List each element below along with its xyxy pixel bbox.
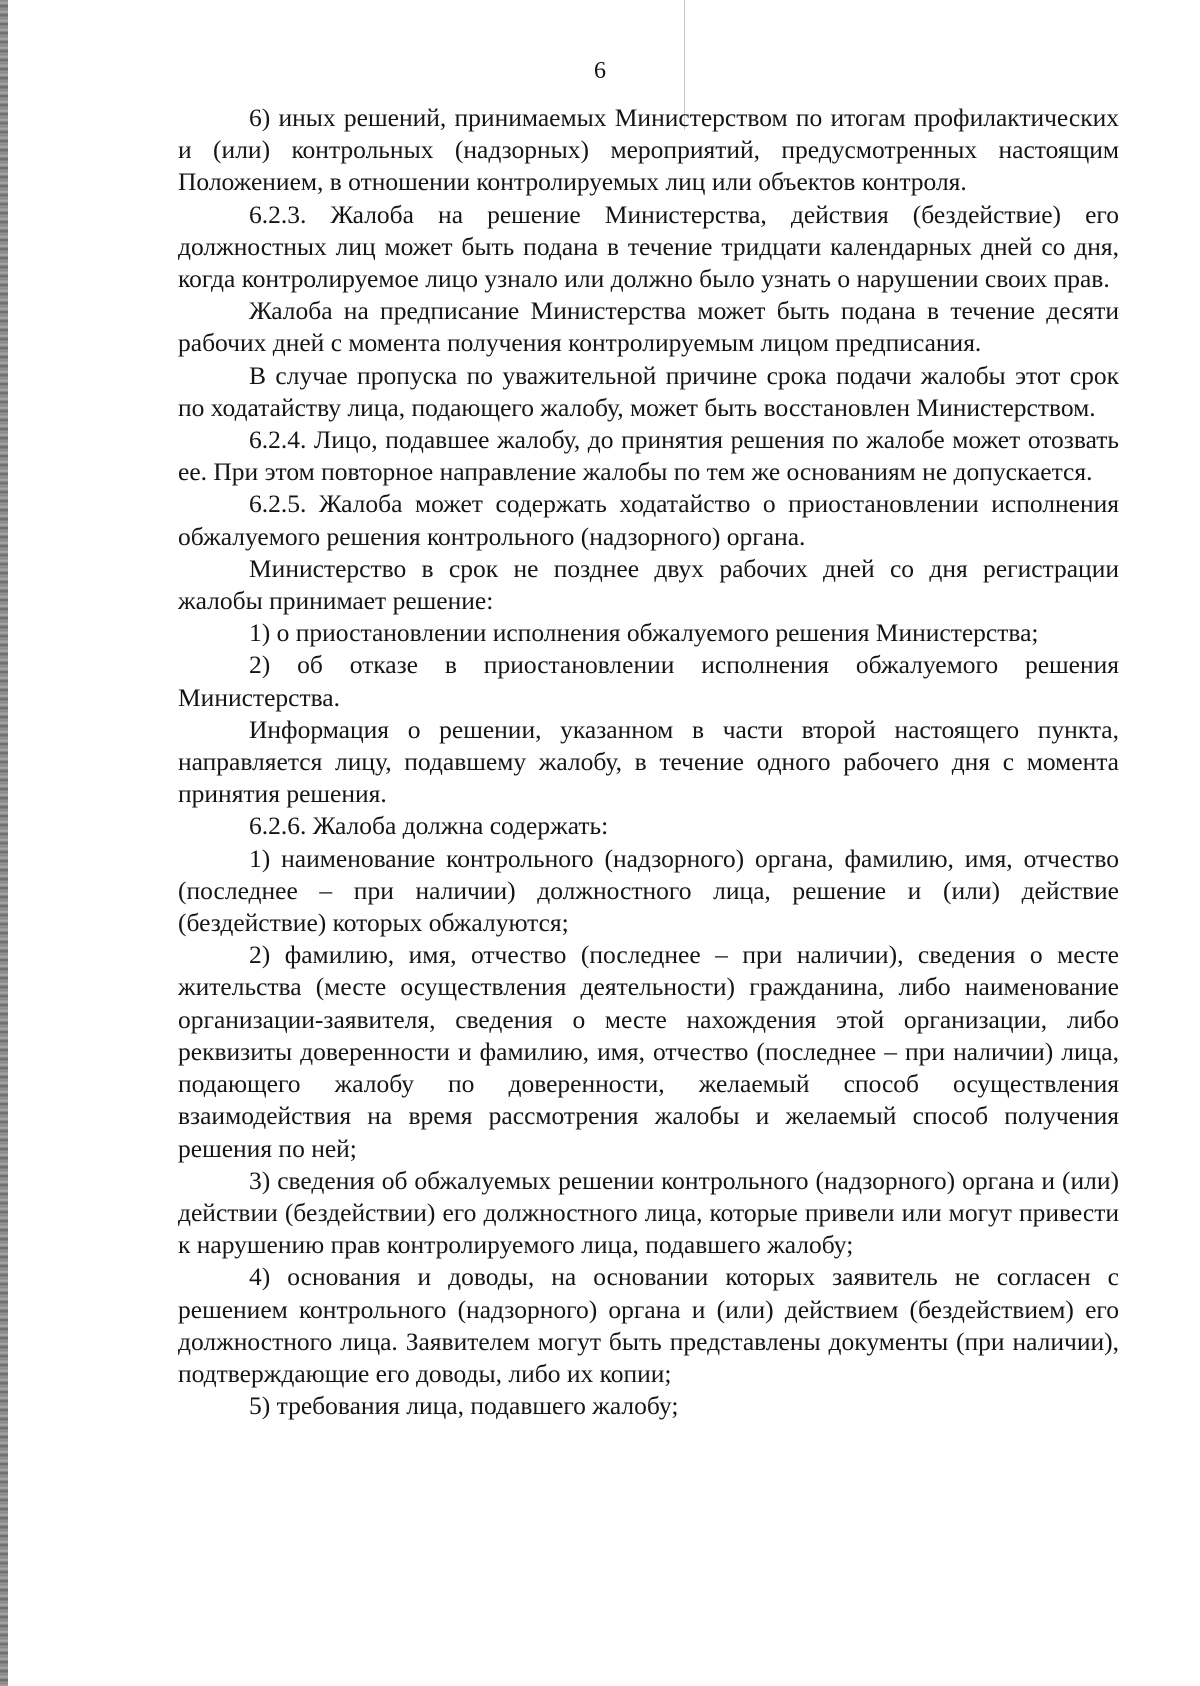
paragraph: 2) об отказе в приостановлении исполнения обжалуемого решения Министерства.: [178, 650, 1119, 712]
paragraph: 3) сведения об обжалуемых решении контрольного (надзорного) органа и (или) действии (бездействии) его должностного лица, которые привели или могут привести к нарушению прав контролируемого лица, подавшего жалобу;: [178, 1165, 1119, 1260]
paragraph: 4) основания и доводы, на основании которых заявитель не согласен с решением контрольного (надзорного) органа и (или) действием (бездействием) его должностного лица. Заявителем могут быть представлены документы (при наличии), подтверждающие его доводы, либо их копии;: [178, 1262, 1119, 1388]
page-number: 6: [594, 58, 606, 84]
paragraph: 6.2.5. Жалоба может содержать ходатайство о приостановлении исполнения обжалуемого решения контрольного (надзорного) органа.: [178, 489, 1119, 551]
paragraph: Жалоба на предписание Министерства может быть подана в течение десяти рабочих дней с момента получения контролируемым лицом предписания.: [178, 296, 1119, 358]
paragraph: Информация о решении, указанном в части второй настоящего пункта, направляется лицу, подавшему жалобу, в течение одного рабочего дня с момента принятия решения.: [178, 714, 1119, 809]
paragraph: 5) требования лица, подавшего жалобу;: [249, 1391, 679, 1421]
paragraph: 1) наименование контрольного (надзорного) органа, фамилию, имя, отчество (последнее – при наличии) должностного лица, решение и (или) действие (бездействие) которых обжалуются;: [178, 843, 1119, 938]
paragraph: Министерство в срок не позднее двух рабочих дней со дня регистрации жалобы принимает решение:: [178, 553, 1119, 616]
paragraph: 6.2.6. Жалоба должна содержать:: [249, 811, 609, 841]
paragraph: В случае пропуска по уважительной причине срока подачи жалобы этот срок по ходатайству лица, подающего жалобу, может быть восстановлен Министерством.: [178, 360, 1119, 422]
document-body: [178, 102, 1119, 1422]
scan-edge: [0, 0, 8, 1686]
paragraph: 2) фамилию, имя, отчество (последнее – при наличии), сведения о месте жительства (месте осуществления деятельности) гражданина, либо наименование организации-заявителя, сведения о месте нахождения этой организации, либо реквизиты доверенности и фамилию, имя, отчество (последнее – при наличии) лица, подающего жалобу по доверенности, желаемый способ осуществления взаимодействия на время рассмотрения жалобы и желаемый способ получения решения по ней;: [178, 940, 1119, 1163]
paragraph: 6.2.3. Жалоба на решение Министерства, действия (бездействие) его должностных лиц может быть подана в течение тридцати календарных дней со дня, когда контролируемое лицо узнало или должно было узнать о нарушении своих прав.: [178, 199, 1119, 294]
paragraph: 1) о приостановлении исполнения обжалуемого решения Министерства;: [249, 618, 1039, 648]
paragraph: 6) иных решений, принимаемых Министерством по итогам профилактических и (или) контрольных (надзорных) мероприятий, предусмотренных настоящим Положением, в отношении контролируемых лиц или объектов контроля.: [178, 103, 1119, 197]
paragraph: 6.2.4. Лицо, подавшее жалобу, до принятия решения по жалобе может отозвать ее. При этом повторное направление жалобы по тем же основаниям не допускается.: [178, 425, 1119, 487]
